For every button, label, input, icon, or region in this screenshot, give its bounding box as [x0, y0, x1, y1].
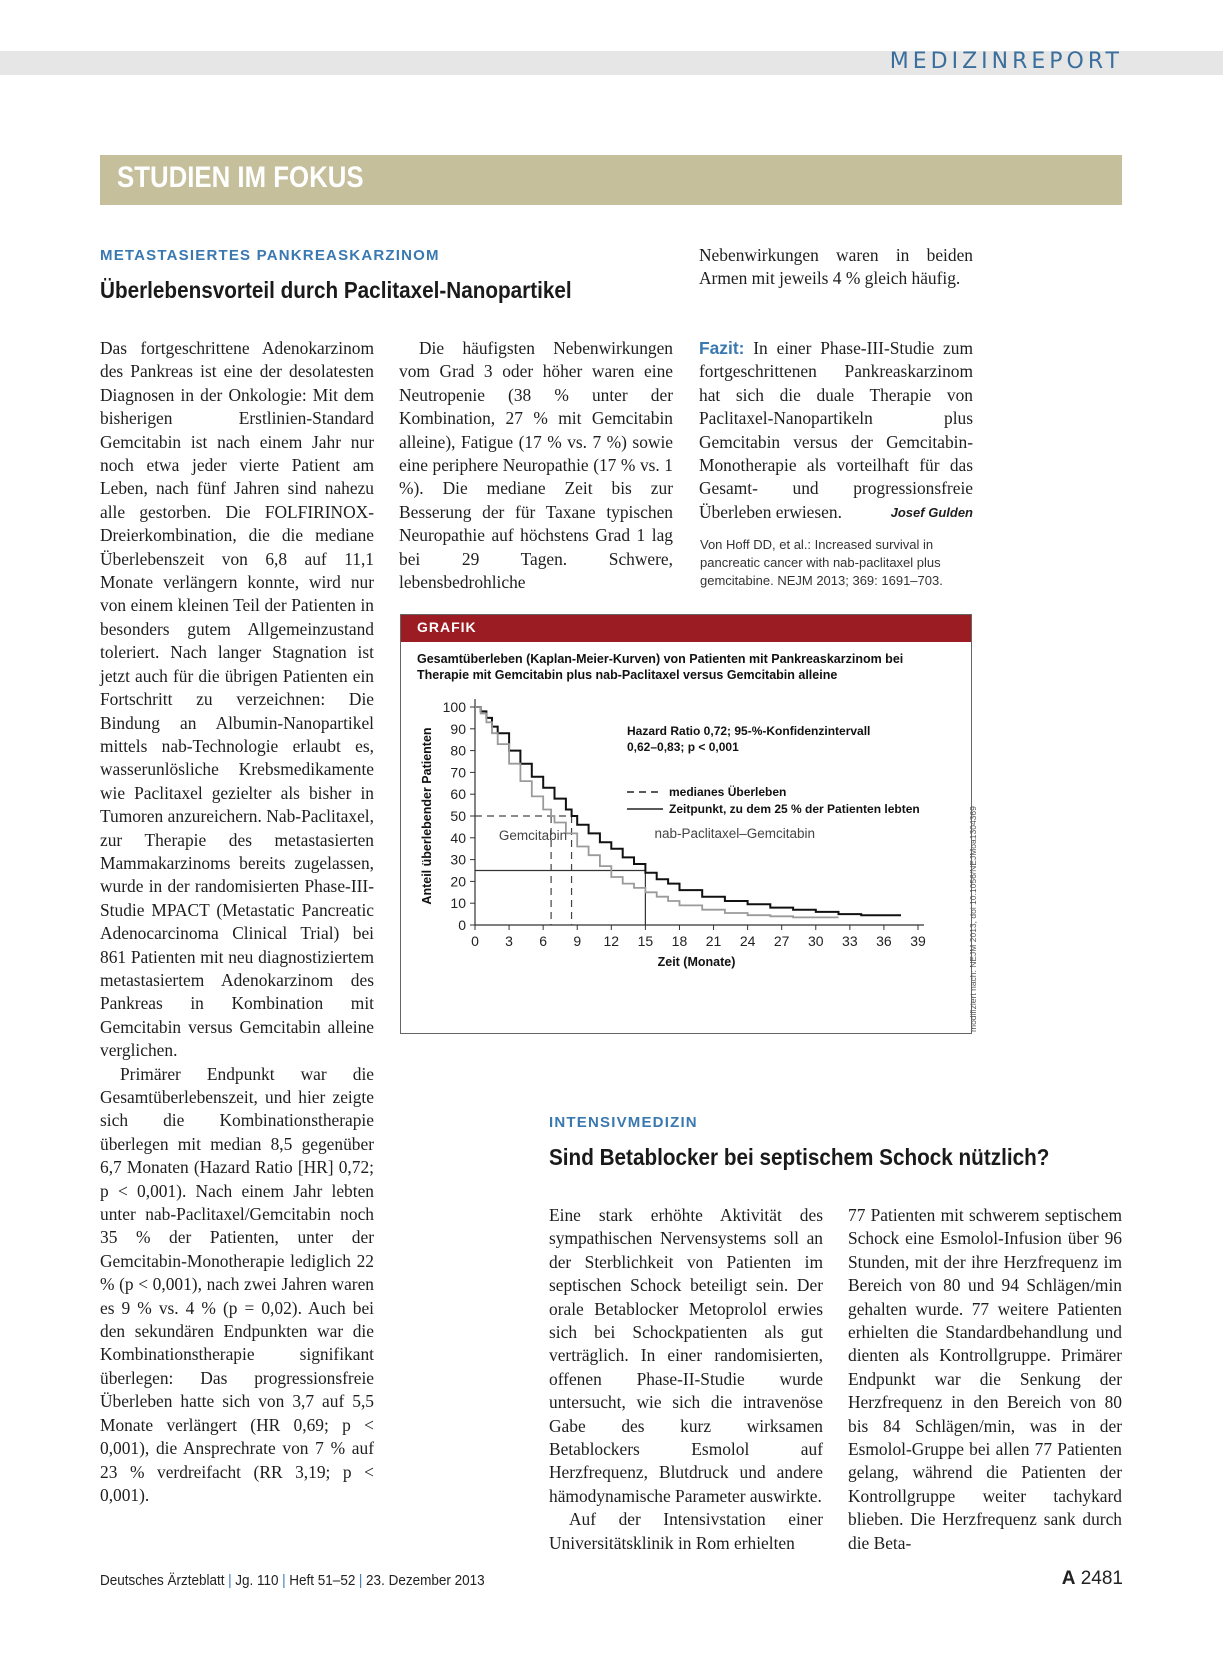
x-tick-label: 9	[573, 933, 582, 949]
x-tick-label: 18	[671, 933, 688, 949]
footer-journal: Deutsches Ärzteblatt	[100, 1572, 225, 1589]
reference: Von Hoff DD, et al.: Increased survival in pancreatic cancer with nab-paclitaxel plus gemcitabine. NEJM 2013; 369: 1691–703.	[700, 537, 943, 588]
x-tick-label: 0	[471, 933, 479, 949]
page-number-value: 2481	[1080, 1568, 1123, 1589]
figure-tag: GRAFIK	[417, 619, 477, 635]
fazit-box	[699, 337, 973, 524]
article2-kicker: INTENSIVMEDIZIN	[549, 1114, 698, 1131]
y-axis-label: Anteil überlebender Patienten	[420, 727, 434, 905]
x-tick-label: 12	[603, 933, 620, 949]
legend-dashed-label: medianes Überleben	[669, 785, 787, 799]
article1-column-2	[399, 337, 673, 594]
fazit-text: In einer Phase-III-Studie zum fortgeschrittenen Pankreaskarzinom hat sich die duale Therapie von Paclitaxel-Nanopartikeln plus Gemcitabin versus der Gemcitabin-Monotherapie als vorteilhaft für das Gesamt- und progressionsfreie Überleben erwiesen.	[699, 338, 973, 522]
figure-credit: modifiziert nach: NEJM 2013, doi 10.1056/NEJMoa1304369	[968, 806, 978, 1032]
paragraph: Eine stark erhöhte Aktivität des sympathischen Nervensystems soll an der Sterblichkeit von Patienten im septischen Schock beteiligt sein. Der orale Betablocker Metoprolol erwies sich bei Schockpatienten als gut verträglich. In einer randomisierten, offenen Phase-II-Studie wurde untersucht, wie sich die intravenöse Gabe des kurz wirksamen Betablockers Esmolol auf Herzfrequenz, Blutdruck und andere hämodynamische Parameter auswirkte.	[549, 1205, 823, 1506]
chart-title: Gesamtüberleben (Kaplan-Meier-Kurven) von Patienten mit Pankreaskarzinom bei Therapie mit Gemcitabin plus nab-Paclitaxel versus Gemcitabin alleine	[417, 652, 904, 682]
x-tick-label: 27	[773, 933, 790, 949]
article2-column-2	[848, 1204, 1122, 1555]
page-prefix: A	[1061, 1568, 1076, 1589]
article1-column-3	[699, 244, 973, 291]
author: Josef Gulden	[890, 504, 973, 520]
article2-column-1	[549, 1204, 823, 1555]
hazard-ratio-annotation: 0,62–0,83; p < 0,001	[627, 740, 739, 754]
hazard-ratio-annotation: Hazard Ratio 0,72; 95-%-Konfidenzintervall	[627, 724, 871, 738]
banner-title: STUDIEN IM FOKUS	[117, 161, 364, 194]
y-tick-label: 10	[450, 895, 466, 912]
paragraph: Die häufigsten Nebenwirkungen vom Grad 3 oder höher waren eine Neutropenie (38 % unter der Kombination, 27 % mit Gemcitabin alleine), Fatigue (17 % vs. 7 %) sowie eine periphere Neuropathie (17 % vs. 1 %). Die mediane Zeit bis zur Besserung der für Taxane typischen Neuropathie auf höchstens Grad 1 lag bei 29 Tagen. Schwere, lebensbedrohliche	[399, 338, 673, 593]
section-label: MEDIZINREPORT	[889, 49, 1123, 74]
fazit-label: Fazit:	[699, 338, 745, 358]
x-axis-label: Zeit (Monate)	[657, 955, 736, 969]
y-tick-label: 50	[450, 808, 466, 824]
x-tick-label: 3	[505, 933, 513, 949]
y-tick-label: 100	[442, 699, 466, 715]
article1-column-1	[100, 337, 374, 1507]
y-tick-label: 60	[450, 786, 466, 803]
x-tick-label: 21	[705, 933, 722, 949]
paragraph: Nebenwirkungen waren in beiden Armen mit jeweils 4 % gleich häufig.	[699, 245, 973, 289]
paragraph: Primärer Endpunkt war die Gesamtüberlebenszeit, und hier zeigte sich die Kombinationstherapie überlegen mit median 8,5 gegenüber 6,7 Monaten (Hazard Ratio [HR] 0,72; p < 0,001). Nach einem Jahr lebten unter nab-Paclitaxel/Gemcitabin noch 35 % der Patienten, unter der Gemcitabin-Monotherapie lediglich 22 % (p < 0,001), nach zwei Jahren waren es 9 % vs. 4 % (p = 0,02). Auch bei den sekundären Endpunkten war die Kombinationstherapie signifikant überlegen: Das progressionsfreie Überleben hatte sich von 3,7 auf 5,5 Monate verlängert (HR 0,69; p < 0,001), die Ansprechrate von 7 % auf 23 % verdreifacht (RR 3,19; p < 0,001).	[100, 1063, 374, 1505]
footer-issue: Heft 51–52	[289, 1572, 356, 1589]
article1-headline: Überlebensvorteil durch Paclitaxel-Nanopartikel	[100, 277, 572, 303]
legend-solid-label: Zeitpunkt, zu dem 25 % der Patienten lebten	[669, 802, 920, 816]
article1-kicker: METASTASIERTES PANKREASKARZINOM	[100, 247, 440, 264]
x-tick-label: 36	[876, 933, 892, 949]
series-label-nab-paclitaxel: nab-Paclitaxel–Gemcitabin	[654, 825, 816, 841]
x-tick-label: 24	[739, 933, 756, 949]
article2-headline: Sind Betablocker bei septischem Schock nützlich?	[549, 1144, 1050, 1170]
y-tick-label: 20	[450, 873, 466, 890]
y-tick-label: 0	[458, 917, 466, 933]
paragraph: Auf der Intensivstation einer Universitätsklinik in Rom erhielten	[549, 1509, 823, 1553]
paragraph: 77 Patienten mit schwerem septischem Schock eine Esmolol-Infusion über 96 Stunden, mit der ihre Herzfrequenz im Bereich von 80 und 94 Schlägen/min gehalten wurde. 77 weitere Patienten erhielten die Standardbehandlung und dienten als Kontrollgruppe. Primärer Endpunkt war die Senkung der Herzfrequenz in den Bereich von 80 bis 84 Schlägen/min, was in der Esmolol-Gruppe bei allen 77 Patienten gelang, während die Patienten der Kontrollgruppe weiter tachykard blieben. Die Herzfrequenz sank durch die Beta-	[848, 1205, 1122, 1553]
km-chart	[401, 685, 971, 1030]
figure-header	[401, 615, 971, 642]
x-tick-label: 30	[807, 933, 824, 949]
figure-box	[400, 614, 972, 1034]
page-number	[1062, 1568, 1123, 1590]
x-tick-label: 6	[539, 933, 548, 949]
y-tick-label: 30	[450, 851, 466, 868]
paragraph: Das fortgeschrittene Adenokarzinom des Pankreas ist eine der desolatesten Diagnosen in der Onkologie: Mit dem bisherigen Erstlinien-Standard Gemcitabin ist nach einem Jahr nur noch etwa jeder vierte Patient am Leben, nach fünf Jahren sind nahezu alle gestorben. Die FOLFIRINOX-Dreierkombination, die die mediane Überlebenszeit von 6,8 auf 11,1 Monate verlängern konnte, wird nur von einem kleinen Teil der Patienten in besonders gutem Allgemeinzustand toleriert. Nach langer Stagnation ist jetzt auch für die übrigen Patienten ein Fortschritt zu verzeichnen: Die Bindung an Albumin-Nanopartikel mittels nab-Technologie erlaubt es, wasserunlösliche Krebsmedikamente wie Paclitaxel gezielter als bisher in Tumoren anzureichern. Nab-Paclitaxel, zur Therapie des metastasierten Mammakarzinoms bereits zugelassen, wurde in der randomisierten Phase-III-Studie MPACT (Metastatic Pancreatic Adenocarcinoma Clinical Trial) bei 861 Patienten mit neu diagnostiziertem metastasiertem Adenokarzinom des Pankreas in Kombination mit Gemcitabin versus Gemcitabin alleine verglichen.	[100, 338, 374, 1061]
footer-date: 23. Dezember 2013	[366, 1572, 485, 1589]
y-tick-label: 90	[450, 720, 466, 737]
footer-volume: Jg. 110	[235, 1572, 279, 1589]
y-tick-label: 40	[450, 829, 466, 846]
series-label-gemcitabin: Gemcitabin	[498, 827, 568, 843]
x-tick-label: 15	[637, 933, 654, 949]
footer: Deutsches Ärzteblatt | Jg. 110 | Heft 51–52 | 23. Dezember 2013	[100, 1572, 485, 1589]
fazit-paragraph	[699, 337, 973, 524]
x-tick-label: 39	[910, 933, 926, 949]
y-tick-label: 80	[450, 742, 466, 759]
y-tick-label: 70	[450, 764, 466, 781]
x-tick-label: 33	[842, 933, 858, 949]
banner	[100, 155, 1122, 205]
